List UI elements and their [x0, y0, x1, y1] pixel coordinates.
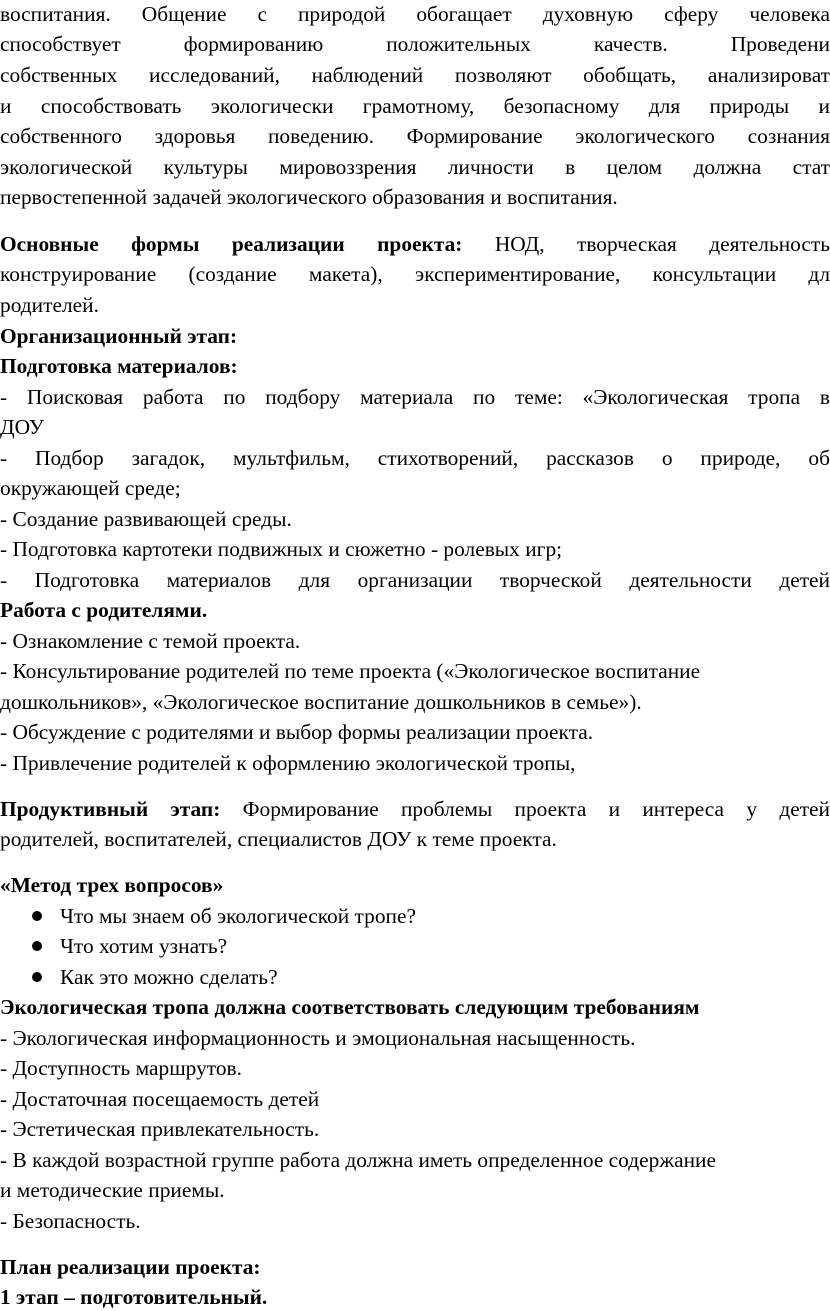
question-item: [0, 902, 830, 930]
plan-stage1: 1 этап – подготовительный.: [0, 1285, 268, 1309]
intro-line: и способствовать экологически грамотному, безопасному для природы и: [0, 94, 830, 118]
materials-item: - Создание развивающей среды.: [0, 507, 292, 531]
requirement-item: - Безопасность.: [0, 1209, 141, 1233]
question-text: Что мы знаем об экологической тропе?: [60, 904, 416, 928]
materials-item: ДОУ: [0, 415, 44, 439]
requirement-item: и методические приемы.: [0, 1178, 225, 1202]
productive-label: Продуктивный этап:: [0, 797, 221, 821]
parents-item: - Обсуждение с родителями и выбор формы реализации проекта.: [0, 720, 594, 744]
requirement-item: - Доступность маршрутов.: [0, 1056, 242, 1080]
three-questions-heading: «Метод трех вопросов»: [0, 873, 224, 897]
bullet-icon: [32, 941, 42, 951]
materials-item: - Подготовка картотеки подвижных и сюжетно - ролевых игр;: [0, 537, 563, 561]
materials-item: - Подготовка материалов для организации творческой деятельности детей: [0, 568, 830, 592]
question-item: [0, 963, 830, 991]
intro-line: экологической культуры мировоззрения личности в целом должна стат: [0, 155, 830, 179]
parents-item: - Ознакомление с темой проекта.: [0, 629, 301, 653]
materials-heading: Подготовка материалов:: [0, 354, 238, 378]
bullet-icon: [32, 972, 42, 982]
materials-item: окружающей среде;: [0, 476, 181, 500]
forms-line: [0, 230, 830, 258]
productive-line: [0, 795, 830, 823]
bullet-icon: [32, 911, 42, 921]
requirement-item: - Экологическая информационность и эмоциональная насыщенность.: [0, 1026, 636, 1050]
materials-item: - Поисковая работа по подбору материала по теме: «Экологическая тропа в: [0, 385, 830, 409]
parents-item: - Привлечение родителей к оформлению экологической тропы,: [0, 751, 576, 775]
productive-line: родителей, воспитателей, специалистов ДОУ к теме проекта.: [0, 827, 557, 851]
forms-text: НОД, творческая деятельность: [462, 232, 830, 256]
parents-item: - Консультирование родителей по теме проекта («Экологическое воспитание: [0, 659, 701, 683]
intro-line: первостепенной задачей экологического образования и воспитания.: [0, 185, 618, 209]
intro-line: воспитания. Общение с природой обогащает духовную сферу человека: [0, 2, 830, 26]
parents-item: дошкольников», «Экологическое воспитание дошкольников в семье»).: [0, 690, 642, 714]
forms-label: Основные формы реализации проекта:: [0, 232, 463, 256]
question-text: Что хотим узнать?: [60, 934, 228, 958]
parents-heading: Работа с родителями.: [0, 598, 208, 622]
question-item: [0, 932, 830, 960]
forms-line: конструирование (создание макета), экспериментирование, консультации дл: [0, 262, 830, 286]
materials-item: - Подбор загадок, мультфильм, стихотворений, рассказов о природе, об: [0, 446, 830, 470]
productive-text: Формирование проблемы проекта и интереса у детей: [220, 797, 830, 821]
requirement-item: - В каждой возрастной группе работа должна иметь определенное содержание: [0, 1148, 716, 1172]
intro-line: способствует формированию положительных качеств. Проведени: [0, 32, 830, 56]
plan-heading: План реализации проекта:: [0, 1255, 261, 1279]
requirement-item: - Эстетическая привлекательность.: [0, 1117, 320, 1141]
requirement-item: - Достаточная посещаемость детей: [0, 1087, 320, 1111]
requirements-heading: Экологическая тропа должна соответствовать следующим требованиям: [0, 995, 700, 1019]
question-text: Как это можно сделать?: [60, 965, 278, 989]
intro-line: собственных исследований, наблюдений позволяют обобщать, анализироват: [0, 63, 830, 87]
org-stage-heading: Организационный этап:: [0, 324, 238, 348]
intro-line: собственного здоровья поведению. Формирование экологического сознания: [0, 124, 830, 148]
forms-line: родителей.: [0, 293, 99, 317]
